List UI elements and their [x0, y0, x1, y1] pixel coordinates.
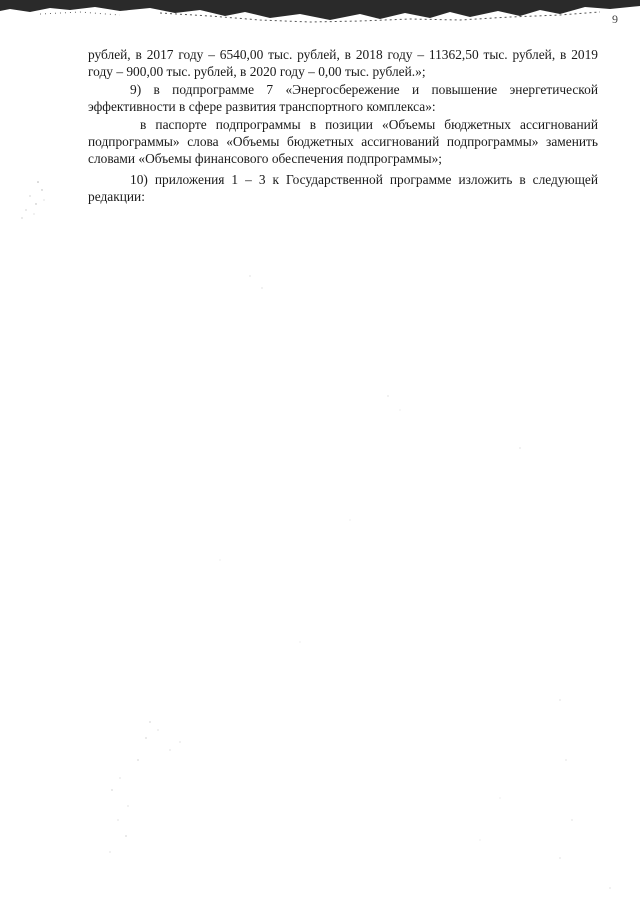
- paragraph-funding-amounts: рублей, в 2017 году – 6540,00 тыс. рублей, в 2018 году – 11362,50 тыс. рублей, в 2019 году – 900,00 тыс. рублей, в 2020 году – 0,00 тыс. рублей.»;: [88, 47, 598, 80]
- page-number: 9: [612, 12, 618, 26]
- paragraph-passport-change: в паспорте подпрограммы в позиции «Объемы бюджетных ассигнований подпрограммы» слова «Объемы бюджетных ассигнований подпрограммы» заменить словами «Объемы финансового обеспечения подпрограммы»;: [88, 116, 598, 167]
- paragraph-item-9: 9) в подпрограмме 7 «Энергосбережение и повышение энергетической эффективности в сфере развития транспортного комплекса»:: [88, 81, 598, 115]
- scan-top-border: [0, 0, 640, 26]
- document-body: [88, 46, 598, 206]
- paragraph-item-10: 10) приложения 1 – 3 к Государственной программе изложить в следующей редакции:: [88, 171, 598, 205]
